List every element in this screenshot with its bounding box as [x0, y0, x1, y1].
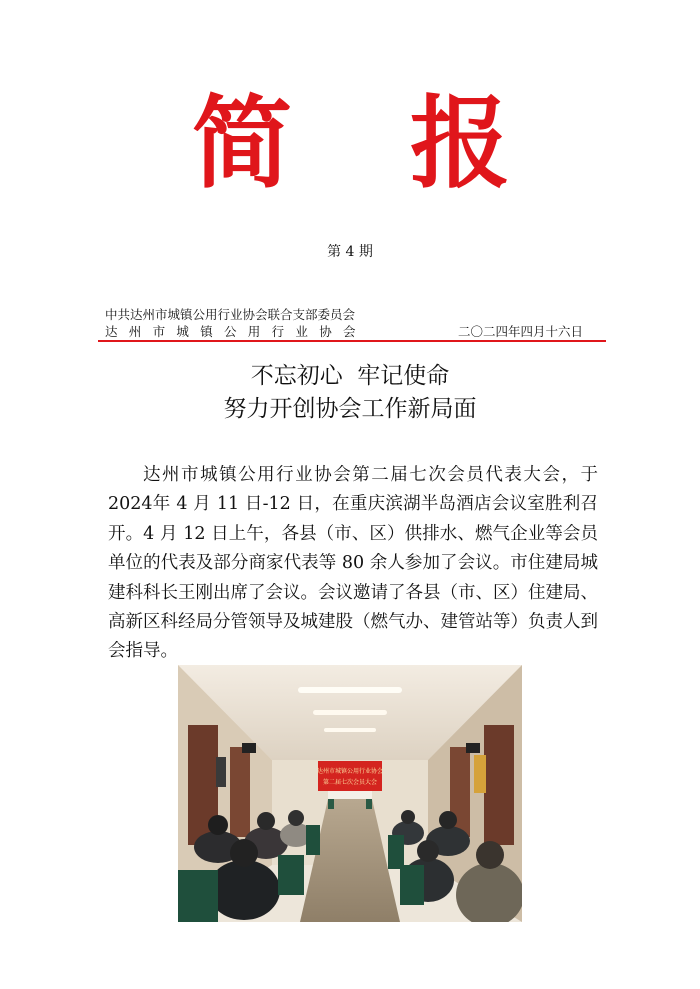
masthead-char-2: 报: [410, 84, 510, 202]
issue-date: 二〇二四年四月十六日: [458, 324, 584, 339]
masthead-title: [0, 84, 700, 202]
article-headline: [0, 360, 700, 426]
article-body: 达州市城镇公用行业协会第二届七次会员代表大会，于2024年 4 月 11 日-12 日，在重庆滨湖半岛酒店会议室胜利召开。4 月 12 日上午，各县（市、区）供排水、燃气企业等会员单位的代表及部分商家代表等 80 余人参加了会议。市住建局城建科科长王刚出席了会议。会议邀请了各县（市、区）住建局、高新区科经局分管领导及城建股（燃气办、建管站等）负责人到会指导。: [108, 465, 598, 662]
org-line-1: 中共达州市城镇公用行业协会联合支部委员会: [105, 307, 356, 322]
banner-text-2: 第二届七次会员大会: [322, 779, 378, 786]
issue-number: 第 4 期: [327, 244, 373, 260]
org-line-2: 达州市城镇公用行业协会: [105, 324, 367, 339]
headline-line-1: 不忘初心 牢记使命: [250, 363, 450, 389]
headline-line-2: 努力开创协会工作新局面: [223, 396, 477, 422]
masthead-char-1: 简: [192, 84, 292, 202]
red-divider: [98, 340, 606, 342]
meeting-photo: [178, 665, 522, 922]
banner-text-1: 达州市城镇公用行业协会: [316, 768, 384, 775]
